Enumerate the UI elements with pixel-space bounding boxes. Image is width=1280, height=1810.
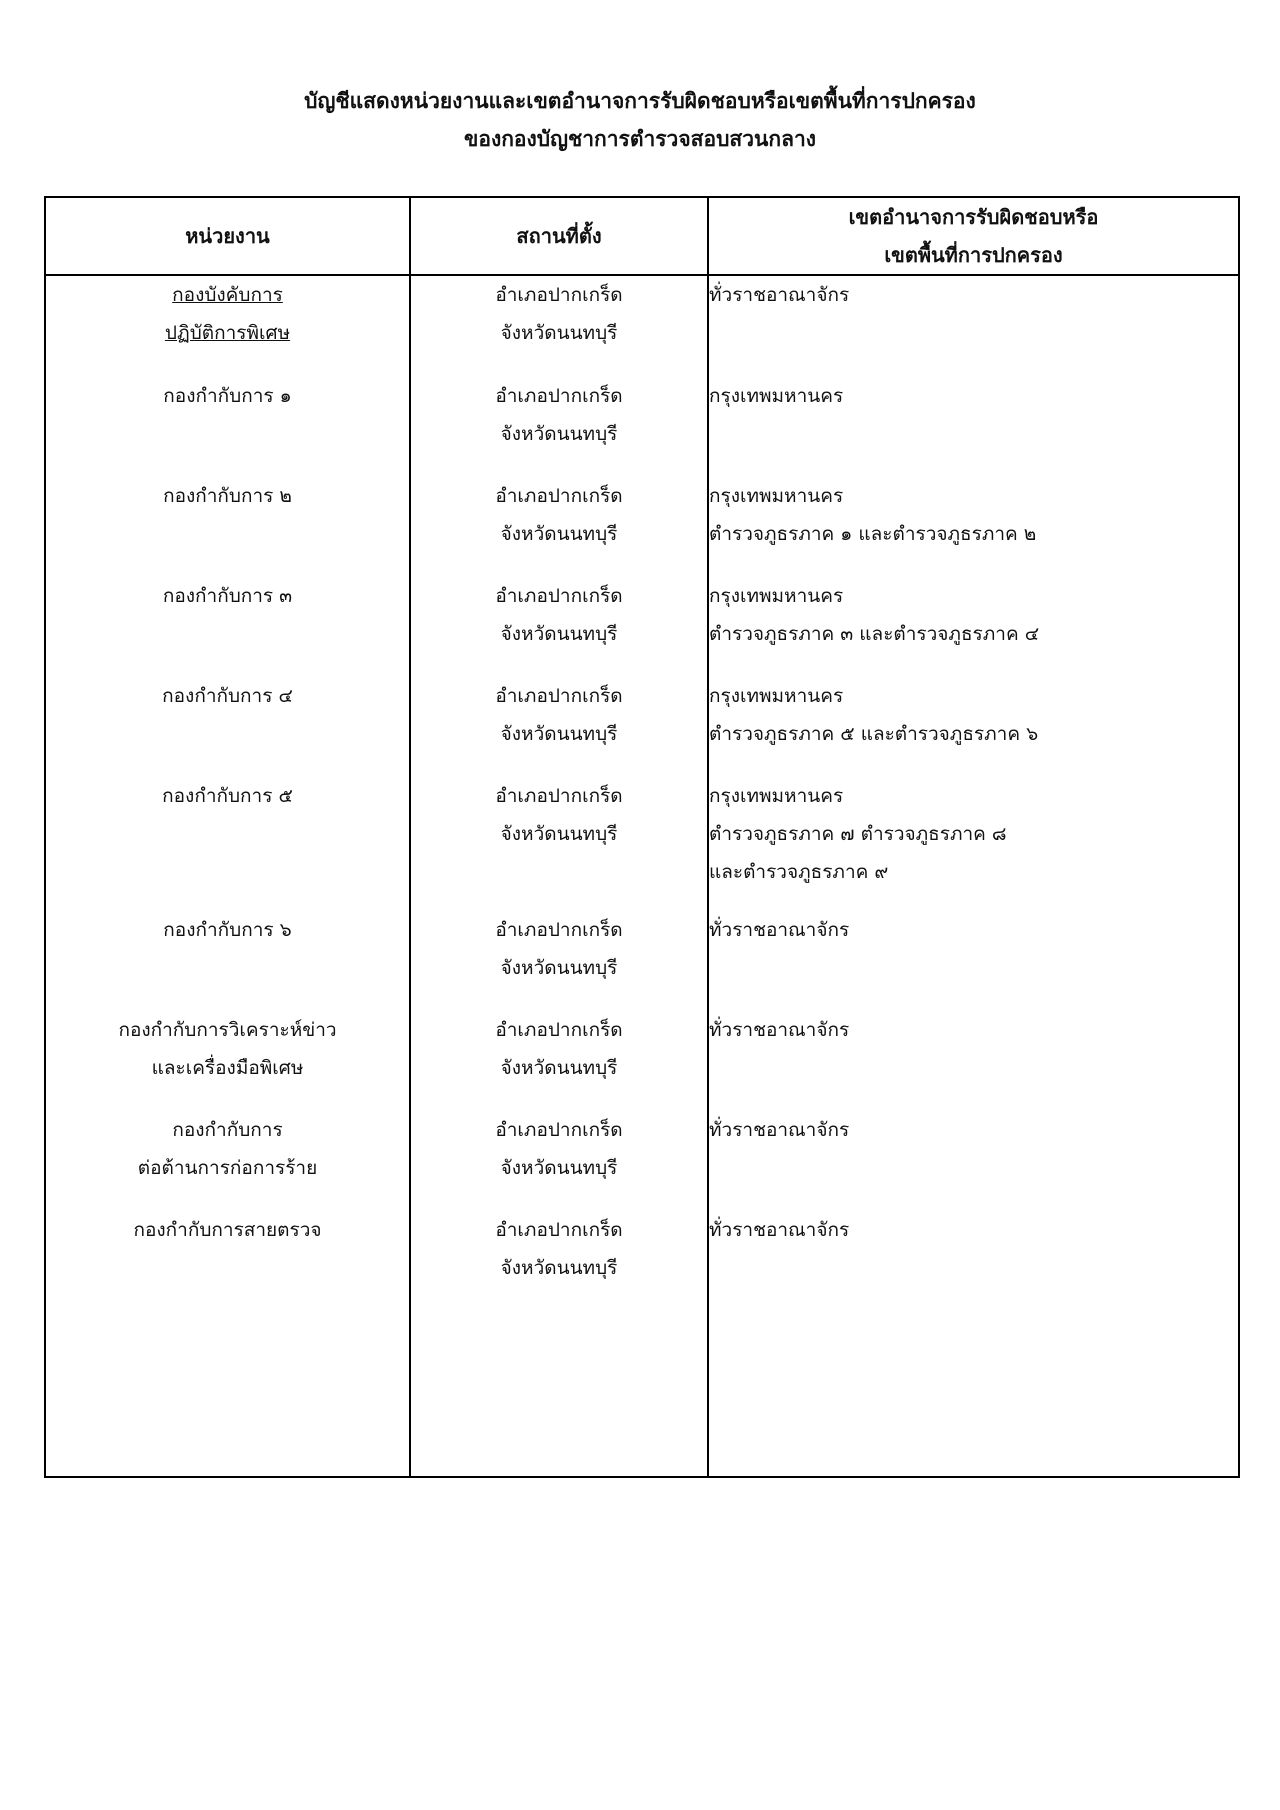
location-cell <box>410 377 708 477</box>
location-cell-line: อำเภอปากเกร็ด <box>495 1219 623 1241</box>
table-row <box>45 677 1239 777</box>
location-cell-line: จังหวัดนนทบุรี <box>500 723 618 745</box>
area-cell-line: กรุงเทพมหานคร <box>709 485 844 507</box>
location-cell-line: อำเภอปากเกร็ด <box>495 485 623 507</box>
unit-cell-line: กองกำกับการ <box>172 1119 283 1141</box>
location-cell-line: จังหวัดนนทบุรี <box>500 322 618 344</box>
location-cell-line: อำเภอปากเกร็ด <box>495 685 623 707</box>
filler-cell <box>410 1309 708 1477</box>
area-cell-line: ตำรวจภูธรภาค ๕ และตำรวจภูธรภาค ๖ <box>709 723 1039 745</box>
location-cell <box>410 1011 708 1111</box>
location-cell <box>410 477 708 577</box>
area-cell-line: ทั่วราชอาณาจักร <box>709 1219 850 1241</box>
area-cell <box>708 477 1239 577</box>
unit-cell-line: กองกำกับการสายตรวจ <box>133 1219 322 1241</box>
area-cell-line: กรุงเทพมหานคร <box>709 385 844 407</box>
unit-cell-line: กองกำกับการ ๓ <box>162 585 293 607</box>
area-cell <box>708 1111 1239 1211</box>
area-cell-line: ทั่วราชอาณาจักร <box>709 1019 850 1041</box>
location-cell-line: จังหวัดนนทบุรี <box>500 423 618 445</box>
area-cell <box>708 777 1239 911</box>
area-cell <box>708 577 1239 677</box>
location-cell-line: อำเภอปากเกร็ด <box>495 585 623 607</box>
area-cell-line: และตำรวจภูธรภาค ๙ <box>709 861 889 883</box>
location-cell-line: จังหวัดนนทบุรี <box>500 1157 618 1179</box>
location-cell <box>410 1111 708 1211</box>
header-area <box>708 197 1239 275</box>
area-cell-line: ทั่วราชอาณาจักร <box>709 919 850 941</box>
area-cell <box>708 1011 1239 1111</box>
location-cell-line: จังหวัดนนทบุรี <box>500 1057 618 1079</box>
table-row <box>45 1111 1239 1211</box>
location-cell-line: จังหวัดนนทบุรี <box>500 1257 618 1279</box>
unit-cell <box>45 1011 410 1111</box>
unit-cell <box>45 911 410 1011</box>
unit-cell <box>45 477 410 577</box>
area-cell-line: กรุงเทพมหานคร <box>709 785 844 807</box>
location-cell <box>410 911 708 1011</box>
area-cell-line: ทั่วราชอาณาจักร <box>709 1119 850 1141</box>
location-cell-line: จังหวัดนนทบุรี <box>500 823 618 845</box>
location-cell-line: จังหวัดนนทบุรี <box>500 957 618 979</box>
table-row <box>45 1011 1239 1111</box>
area-cell-line: ตำรวจภูธรภาค ๑ และตำรวจภูธรภาค ๒ <box>709 523 1037 545</box>
unit-cell-line: กองกำกับการ ๔ <box>162 685 293 707</box>
location-cell <box>410 1211 708 1309</box>
table-row <box>45 377 1239 477</box>
area-cell <box>708 1211 1239 1309</box>
header-area-line-1: เขตอำนาจการรับผิดชอบหรือ <box>848 205 1099 229</box>
unit-cell-line: กองกำกับการ ๕ <box>162 785 293 807</box>
area-cell-line: ตำรวจภูธรภาค ๗ ตำรวจภูธรภาค ๘ <box>709 823 1007 845</box>
location-cell-line: จังหวัดนนทบุรี <box>500 623 618 645</box>
title-line-1: บัญชีแสดงหน่วยงานและเขตอำนาจการรับผิดชอบหรือเขตพื้นที่การปกครอง <box>304 89 976 113</box>
table-header-row <box>45 197 1239 275</box>
location-cell-line: อำเภอปากเกร็ด <box>495 284 623 306</box>
table-row <box>45 911 1239 1011</box>
unit-cell-line: กองกำกับการวิเคราะห์ข่าว <box>118 1019 337 1041</box>
filler-cell <box>45 1309 410 1477</box>
location-cell-line: อำเภอปากเกร็ด <box>495 1119 623 1141</box>
table-row <box>45 577 1239 677</box>
unit-cell <box>45 377 410 477</box>
area-cell-line: กรุงเทพมหานคร <box>709 685 844 707</box>
location-cell-line: อำเภอปากเกร็ด <box>495 785 623 807</box>
location-cell-line: จังหวัดนนทบุรี <box>500 523 618 545</box>
location-cell <box>410 275 708 377</box>
table-filler-row <box>45 1309 1239 1477</box>
jurisdiction-table <box>44 196 1240 1478</box>
table-row <box>45 477 1239 577</box>
header-location: สถานที่ตั้ง <box>410 197 708 275</box>
area-cell-line: ตำรวจภูธรภาค ๓ และตำรวจภูธรภาค ๔ <box>709 623 1040 645</box>
unit-cell-line: และเครื่องมือพิเศษ <box>151 1057 304 1079</box>
header-unit: หน่วยงาน <box>45 197 410 275</box>
location-cell-line: อำเภอปากเกร็ด <box>495 385 623 407</box>
location-cell <box>410 577 708 677</box>
area-cell-line: กรุงเทพมหานคร <box>709 585 844 607</box>
unit-cell-line: กองบังคับการ <box>172 284 283 306</box>
location-cell <box>410 777 708 911</box>
unit-cell <box>45 577 410 677</box>
location-cell-line: อำเภอปากเกร็ด <box>495 919 623 941</box>
table-row <box>45 777 1239 911</box>
area-cell <box>708 377 1239 477</box>
filler-cell <box>708 1309 1239 1477</box>
area-cell <box>708 677 1239 777</box>
area-cell <box>708 911 1239 1011</box>
location-cell <box>410 677 708 777</box>
unit-cell <box>45 275 410 377</box>
location-cell-line: อำเภอปากเกร็ด <box>495 1019 623 1041</box>
unit-cell-line: ปฏิบัติการพิเศษ <box>164 322 291 344</box>
unit-cell-line: กองกำกับการ ๒ <box>163 485 292 507</box>
area-cell-line: ทั่วราชอาณาจักร <box>709 284 850 306</box>
title-line-2: ของกองบัญชาการตำรวจสอบสวนกลาง <box>463 127 817 151</box>
table-row <box>45 1211 1239 1309</box>
unit-cell-line: ต่อต้านการก่อการร้าย <box>137 1157 318 1179</box>
unit-cell-line: กองกำกับการ ๖ <box>163 919 292 941</box>
unit-cell-line: กองกำกับการ ๑ <box>163 385 292 407</box>
area-cell <box>708 275 1239 377</box>
unit-cell <box>45 677 410 777</box>
table-body <box>45 275 1239 1477</box>
document-title <box>0 82 1280 158</box>
table-row <box>45 275 1239 377</box>
unit-cell <box>45 1211 410 1309</box>
unit-cell <box>45 777 410 911</box>
header-area-line-2: เขตพื้นที่การปกครอง <box>884 243 1063 267</box>
unit-cell <box>45 1111 410 1211</box>
